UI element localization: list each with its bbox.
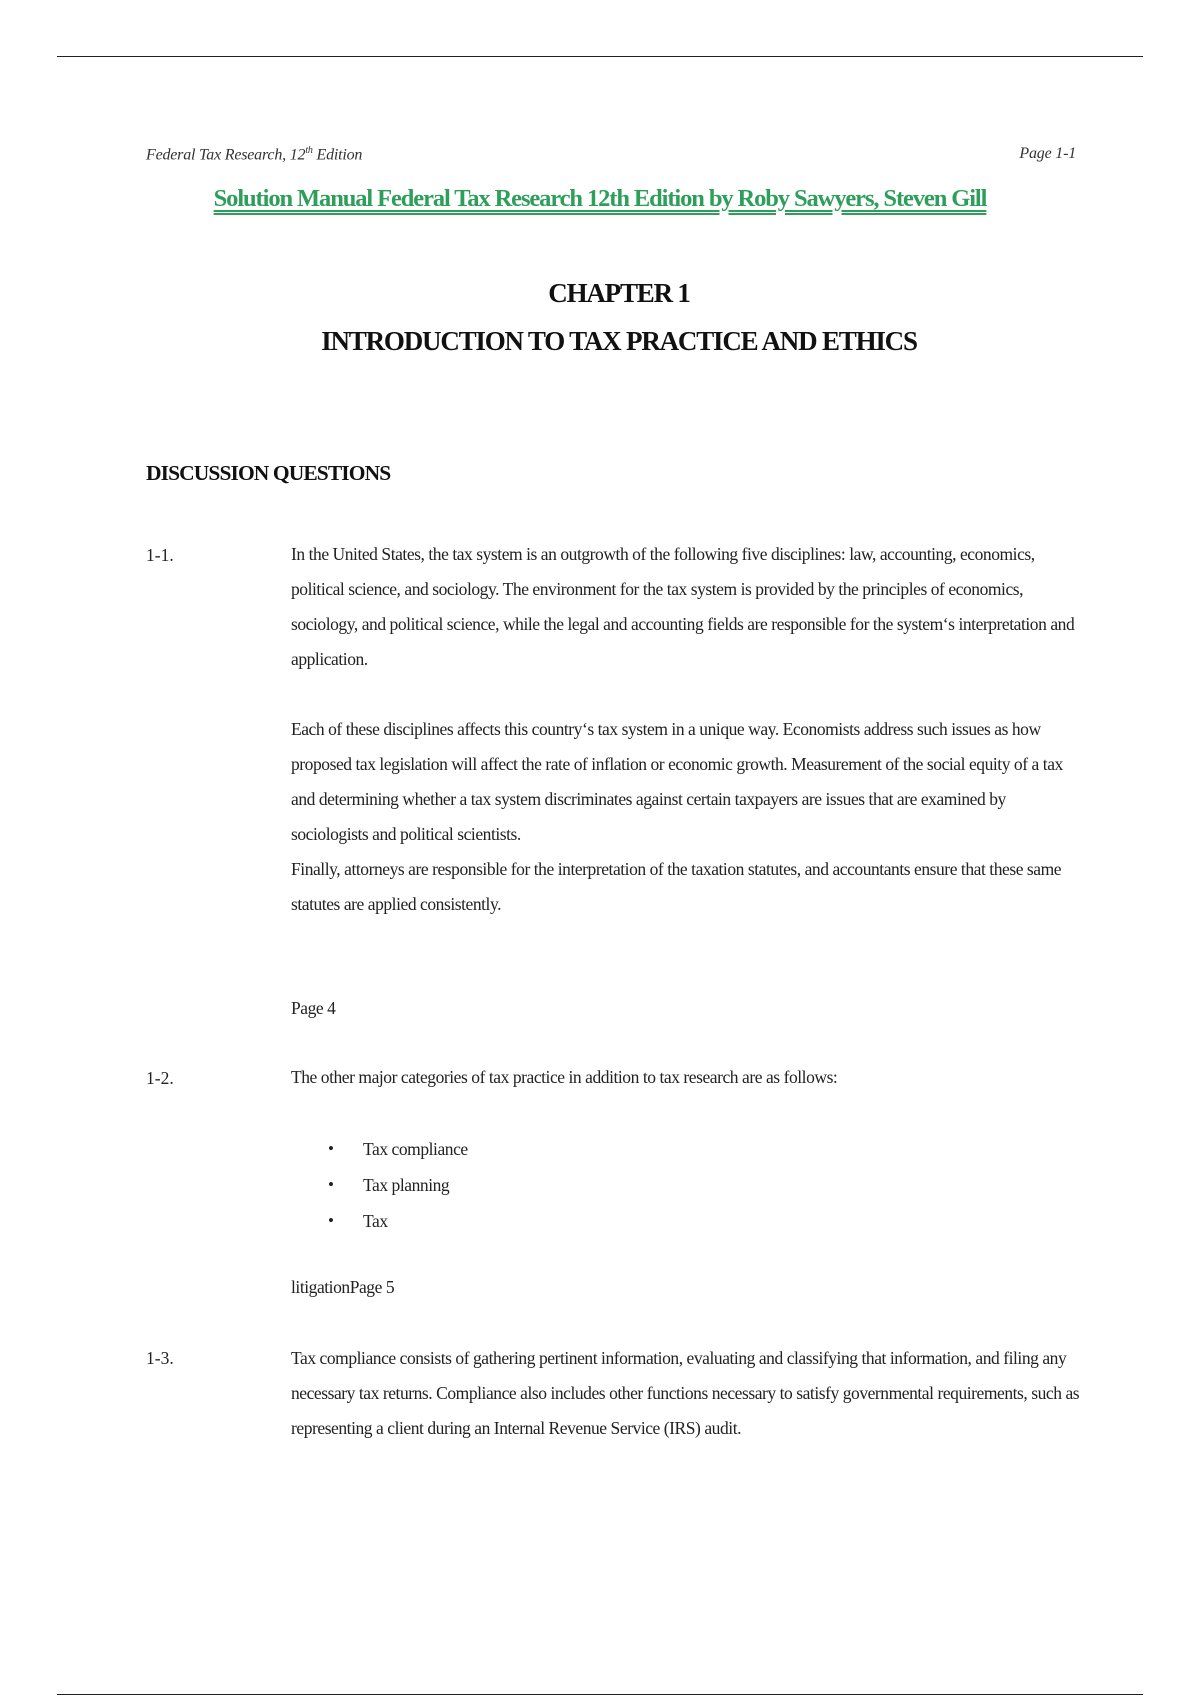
- chapter-title: INTRODUCTION TO TAX PRACTICE AND ETHICS: [321, 326, 917, 356]
- answer-paragraph: [291, 712, 1081, 922]
- solution-manual-title-link[interactable]: Solution Manual Federal Tax Research 12th Edition by Roby Sawyers, Steven Gill: [213, 185, 987, 212]
- section-heading: DISCUSSION QUESTIONS: [146, 461, 391, 485]
- page-reference: [291, 991, 1081, 1026]
- answer-text: In the United States, the tax system is an outgrowth of the following five disciplines: law, accounting, economics, political science, and sociology. The environment for the tax system is provided by the principles of economics, sociology, and political science, while the legal and accounting fields are responsible for the system‘s interpretation and application.: [291, 544, 1075, 669]
- answer-text: Finally, attorneys are responsible for the interpretation of the taxation statutes, and accountants ensure that these same statutes are applied consistently.: [291, 859, 1062, 914]
- question-number: 1-1.: [146, 545, 174, 565]
- answer-text: The other major categories of tax practice in addition to tax research are as follows:: [291, 1067, 838, 1087]
- list-item-text: Tax planning: [363, 1175, 450, 1195]
- page-reference-text: litigationPage 5: [291, 1277, 395, 1297]
- list-item: [291, 1167, 468, 1203]
- answer-paragraph: [291, 1060, 1081, 1095]
- answer-paragraph: [291, 537, 1081, 677]
- page-number: Page 1-1: [1019, 145, 1076, 162]
- chapter-number: CHAPTER 1: [548, 278, 690, 308]
- bullet-icon: •: [328, 1139, 334, 1158]
- top-rule: [57, 56, 1143, 57]
- bullet-icon: •: [328, 1211, 334, 1230]
- question-number: 1-3.: [146, 1348, 174, 1368]
- answer-text: Each of these disciplines affects this country‘s tax system in a unique way. Economists address such issues as how proposed tax legislation will affect the rate of inflation or economic growth. Measurement of the social equity of a tax and determining whether a tax system discriminates against certain taxpayers are issues that are examined by sociologists and political scientists.: [291, 719, 1063, 844]
- running-head-left: [146, 145, 362, 164]
- page-reference: [291, 1270, 1081, 1305]
- bullet-icon: •: [328, 1175, 334, 1194]
- list-item-text: Tax compliance: [363, 1139, 468, 1159]
- question-number: 1-2.: [146, 1068, 174, 1088]
- book-title: Federal Tax Research, 12: [146, 146, 306, 164]
- page-reference-text: Page 4: [291, 998, 336, 1018]
- answer-paragraph: [291, 1341, 1081, 1446]
- edition-superscript: th: [305, 145, 313, 156]
- edition-suffix: Edition: [312, 146, 363, 164]
- practice-categories-list: [291, 1131, 468, 1239]
- answer-text: Tax compliance consists of gathering pertinent information, evaluating and classifying that information, and filing any necessary tax returns. Compliance also includes other functions necessary to satisfy governmental requirements, such as representing a client during an Internal Revenue Service (IRS) audit.: [291, 1348, 1080, 1438]
- list-item: [291, 1203, 468, 1239]
- list-item-text: Tax: [363, 1211, 388, 1231]
- bottom-rule: [57, 1694, 1143, 1695]
- list-item: [291, 1131, 468, 1167]
